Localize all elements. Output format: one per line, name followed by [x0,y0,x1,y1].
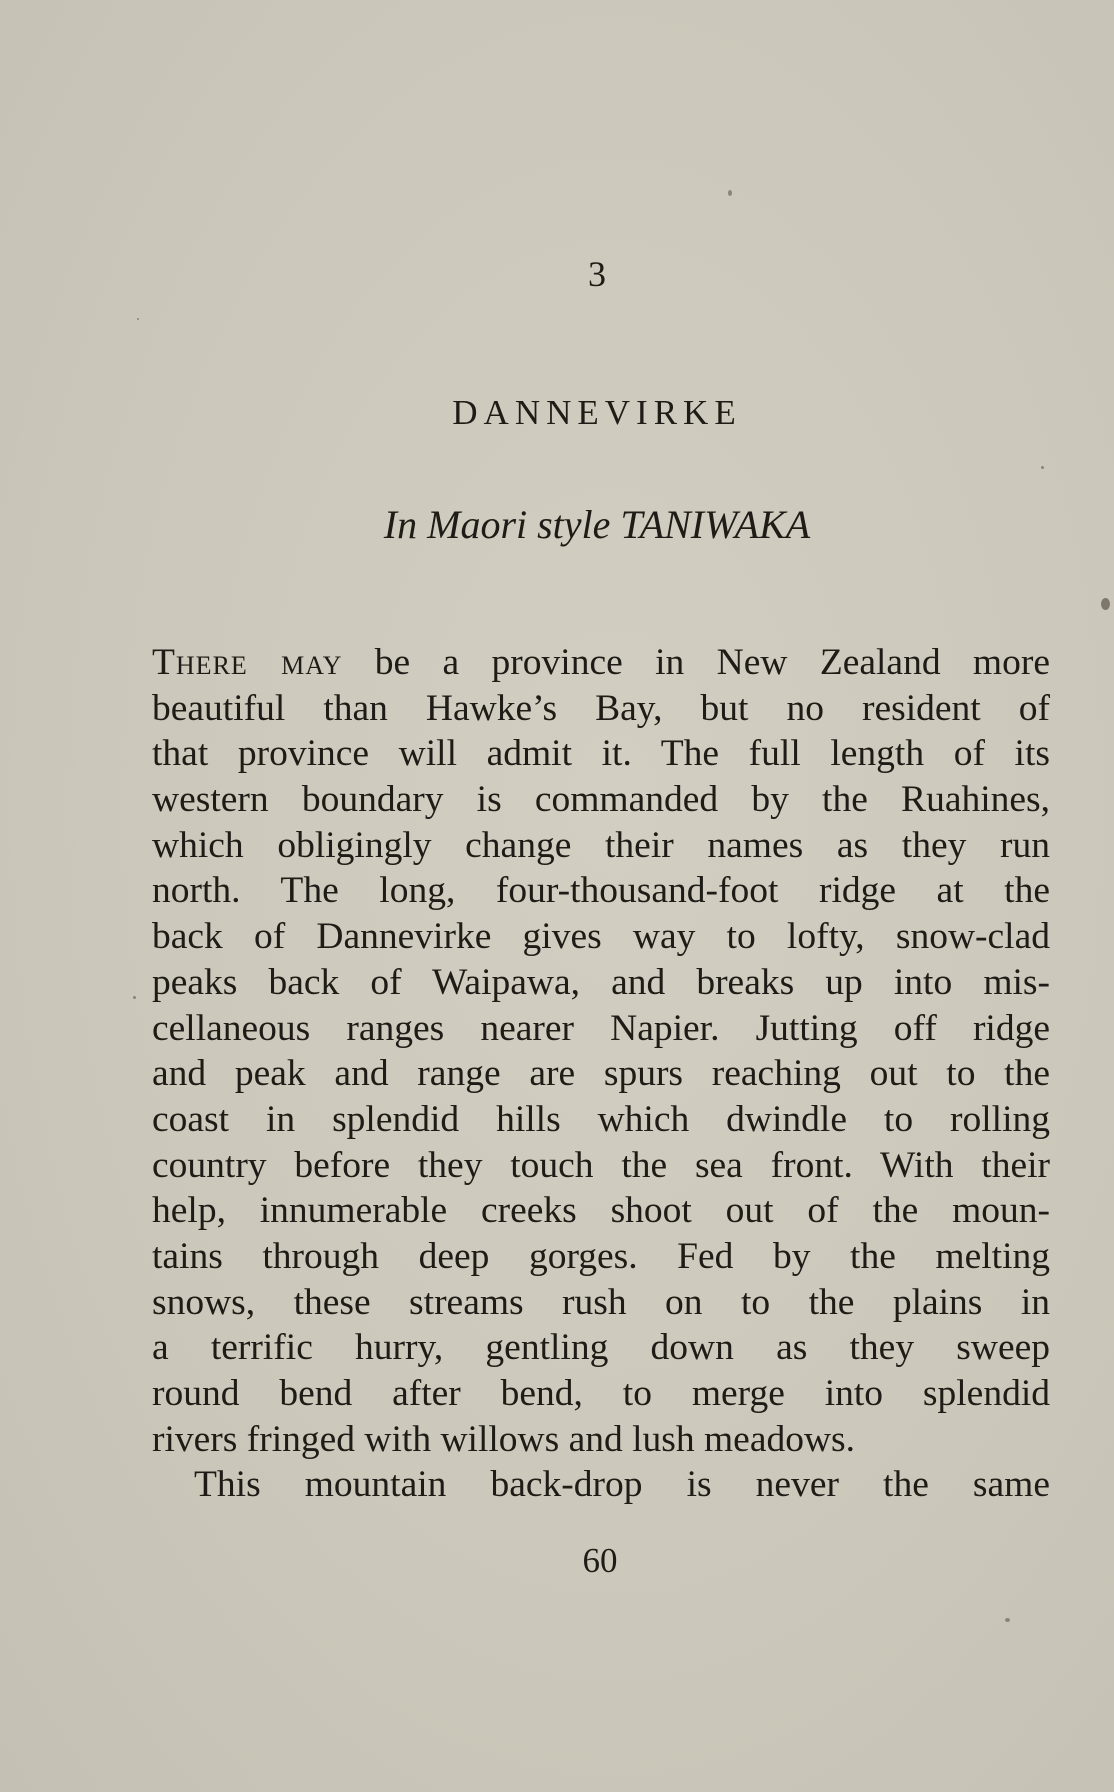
chapter-number: 3 [588,254,606,294]
text-line: and peak and range are spurs reaching out to the [152,1053,1050,1095]
text-line: rivers fringed with willows and lush meadows. [152,1418,856,1460]
body-text [152,640,1050,1508]
text-line: country before they touch the sea front. With their [152,1144,1050,1186]
text-line: coast in splendid hills which dwindle to rolling [152,1098,1050,1140]
line-text: be a province in New Zealand more [342,642,1050,683]
text-line: snows, these streams rush on to the plains in [152,1281,1050,1323]
text-line: back of Dannevirke gives way to lofty, snow-clad [152,916,1050,958]
text-line: which obligingly change their names as they run [152,824,1050,866]
paper-speck [133,996,136,999]
opening-small-caps: There may [152,642,343,683]
text-line: round bend after bend, to merge into splendid [152,1373,1050,1414]
paper-speck [1005,1618,1010,1622]
text-line: that province will admit it. The full length of its [152,733,1050,775]
chapter-subtitle: In Maori style TANIWAKA [383,502,811,547]
text-line: cellaneous ranges nearer Napier. Jutting off ridge [152,1007,1050,1049]
text-line: western boundary is commanded by the Ruahines, [152,779,1050,821]
paper-speck [1041,466,1044,469]
paper-speck [1101,598,1110,610]
paper-speck [728,190,732,196]
text-line: help, innumerable creeks shoot out of the moun- [152,1190,1050,1232]
text-line: tains through deep gorges. Fed by the melting [152,1235,1050,1277]
text-line: This mountain back-drop is never the same [194,1464,1050,1506]
text-line: a terrific hurry, gentling down as they sweep [152,1327,1050,1369]
chapter-title: DANNEVIRKE [452,393,742,432]
text-line: north. The long, four-thousand-foot ridge at the [152,870,1050,912]
text-line [152,640,1050,686]
text-line: beautiful than Hawke’s Bay, but no resident of [152,687,1050,729]
text-line: peaks back of Waipawa, and breaks up into mis- [152,961,1050,1003]
paper-speck [137,318,139,320]
page-number: 60 [582,1541,618,1580]
